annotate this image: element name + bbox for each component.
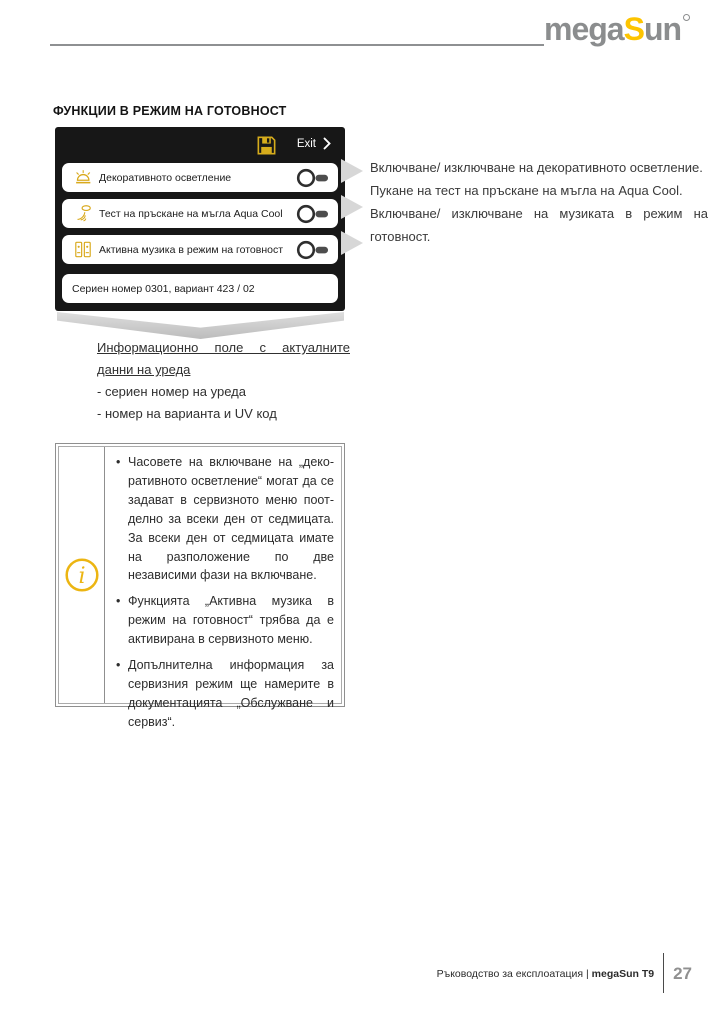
row-label: Декоративното осветление bbox=[99, 171, 232, 184]
chevron-right-icon bbox=[323, 137, 331, 150]
megasun-logo bbox=[544, 12, 690, 46]
panel-header bbox=[62, 127, 338, 163]
info-field-title-line1: Информационно поле с актуалните bbox=[97, 340, 350, 355]
header-rule bbox=[50, 44, 544, 46]
logo-part2: un bbox=[643, 11, 682, 47]
description-item: Включване/ изключване на декоративното осветление. bbox=[370, 160, 703, 175]
logo-part1: mega bbox=[544, 11, 624, 47]
info-field-annotation bbox=[97, 337, 350, 425]
pointer-triangle-icon bbox=[341, 195, 363, 219]
description-item: Пукане на тест на пръскане на мъгла на Aqua Cool. bbox=[370, 183, 683, 198]
footer-divider bbox=[663, 953, 664, 993]
footer-separator: | bbox=[585, 968, 589, 980]
function-descriptions bbox=[370, 156, 708, 248]
footer-text bbox=[437, 968, 654, 980]
pointer-triangle-icon bbox=[341, 159, 363, 183]
page-footer bbox=[437, 953, 692, 993]
note-bullet: • Допълнителна информация за сервизния режим ще намерите в документацията „Обслужване и сервиз“. bbox=[115, 656, 334, 732]
serial-number-field bbox=[62, 274, 338, 303]
svg-text:i: i bbox=[77, 564, 86, 589]
note-box-inner bbox=[58, 446, 342, 729]
pointer-triangle-icon bbox=[341, 231, 363, 255]
footer-product: megaSun T9 bbox=[591, 968, 655, 980]
row-aqua-cool-test[interactable] bbox=[62, 199, 338, 228]
save-icon[interactable] bbox=[255, 134, 278, 157]
description-item: Включване/ изключване на музиката в режим на готовност. bbox=[370, 206, 708, 244]
note-bullet: • Функцията „Активна музика в режим на готовност“ трябва да е активирана в сервизното меню. bbox=[115, 592, 334, 649]
logo-accent: S bbox=[623, 11, 644, 47]
note-content bbox=[105, 447, 341, 729]
info-field-item: - сериен номер на уреда bbox=[97, 384, 246, 399]
page-number: 27 bbox=[673, 964, 692, 983]
row-label: Тест на пръскане на мъгла Aqua Cool bbox=[99, 207, 283, 220]
exit-button[interactable] bbox=[297, 137, 331, 150]
standby-functions-panel bbox=[55, 127, 345, 311]
registered-mark-icon bbox=[683, 14, 690, 21]
standby-music-icon bbox=[70, 240, 96, 259]
footer-manual-title: Ръководство за експлоатация bbox=[436, 968, 584, 980]
info-field-item: - номер на варианта и UV код bbox=[97, 406, 277, 421]
page-title: ФУНКЦИИ В РЕЖИМ НА ГОТОВНОСТ bbox=[53, 104, 287, 118]
decorative-light-icon bbox=[70, 168, 96, 187]
info-icon bbox=[64, 557, 100, 593]
mist-spray-icon bbox=[70, 204, 96, 224]
info-field-title-line2: данни на уреда bbox=[97, 362, 191, 377]
row-label: Активна музика в режим на готовност bbox=[99, 243, 284, 256]
down-arrow-icon bbox=[57, 312, 344, 339]
row-standby-music[interactable] bbox=[62, 235, 338, 264]
row-decorative-light[interactable] bbox=[62, 163, 338, 192]
note-box bbox=[55, 443, 345, 729]
toggle-aqua-cool-test[interactable] bbox=[296, 203, 332, 225]
note-icon-cell bbox=[59, 447, 105, 703]
toggle-decorative-light[interactable] bbox=[296, 167, 332, 189]
toggle-standby-music[interactable] bbox=[296, 239, 332, 261]
note-bullet: • Часовете на включване на „декоративното осветление“ могат да се задават в сервизното меню поотделно за всеки ден от седмицата. За всеки ден от седмицата имате на разположение по две независими фази на включване. bbox=[115, 453, 334, 585]
serial-number-text: Сериен номер 0301, вариант 423 / 02 bbox=[72, 282, 255, 295]
exit-label: Exit bbox=[296, 137, 316, 150]
